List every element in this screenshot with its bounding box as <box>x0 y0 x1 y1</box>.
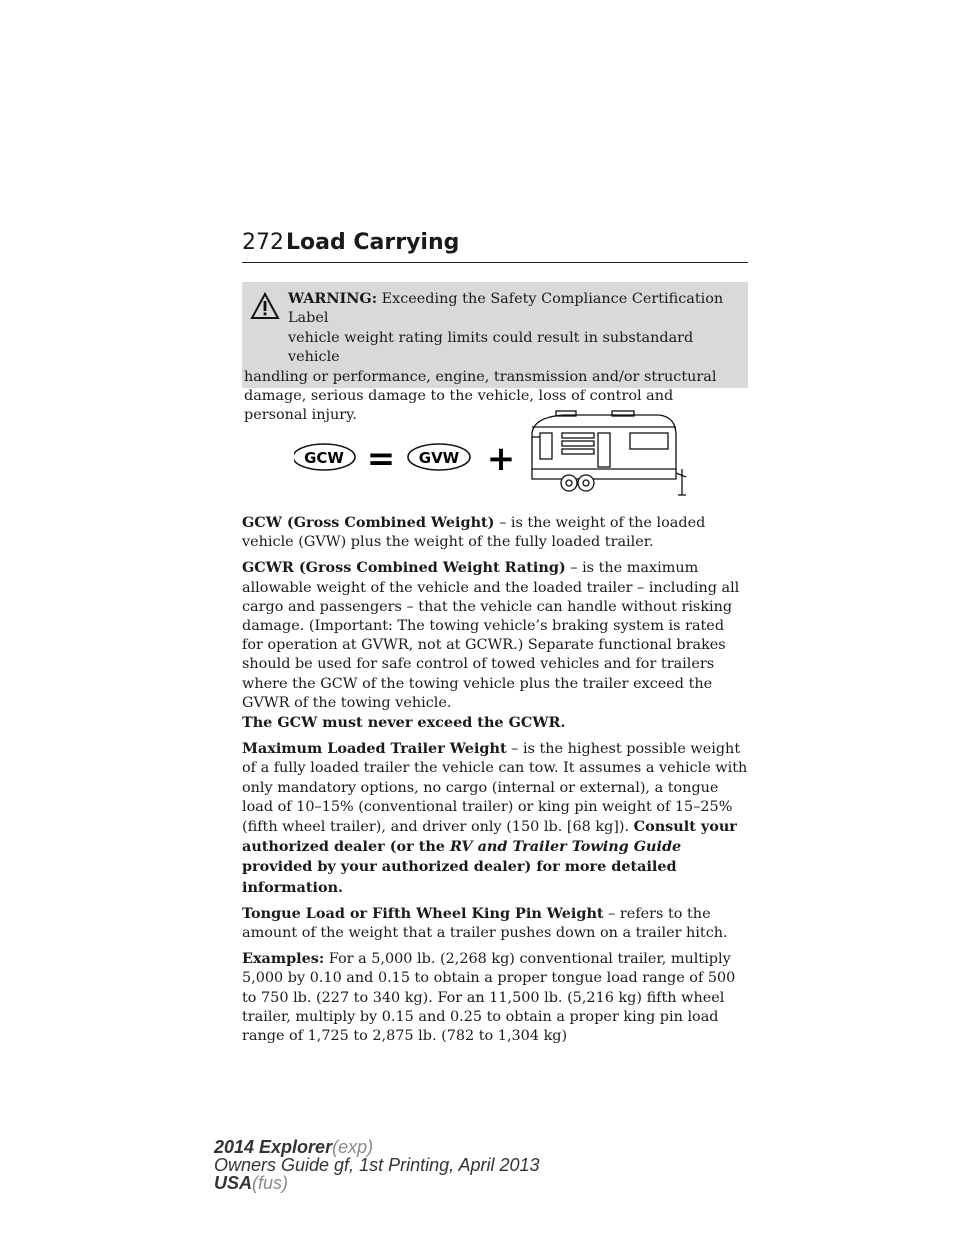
rv-trailer-guide-title: RV and Trailer Towing Guide <box>449 838 682 856</box>
body-text <box>242 513 748 1052</box>
gcwr-definition: – is the maximum allowable weight of the vehicle and the loaded trailer – including all cargo and passengers – that the vehicle can handle without risking damage. (Important: The towing vehicle’s braking system is rated for operation at GVWR, not at GCWR.) Separate functional brakes should be used for safe control of towed vehicles and for trailers where the GCW of the towing vehicle plus the trailer exceed the GVWR of the towing vehicle. <box>242 560 740 711</box>
page-footer <box>214 1138 540 1192</box>
gvw-label: GVW <box>418 449 460 467</box>
page-number: 272 <box>242 230 284 255</box>
examples-text: For a 5,000 lb. (2,268 kg) conventional trailer, multiply 5,000 by 0.10 and 0.15 to obtain a proper tongue load range of 500 to 750 lb. (227 to 340 kg). For an 11,500 lb. (5,216 kg) fifth wheel trailer, multiply by 0.15 and 0.25 to obtain a proper king pin load range of 1,725 to 2,875 lb. (782 to 1,304 kg) <box>242 951 736 1045</box>
mltw-consult-2: provided by your authorized dealer) for more detailed information. <box>242 858 677 896</box>
warning-label: WARNING: <box>288 290 378 307</box>
gcw-definition: – is the weight of the loaded vehicle (GVW) plus the weight of the fully loaded trailer. <box>242 515 706 551</box>
examples-paragraph <box>242 949 748 1046</box>
gcw-term: GCW (Gross Combined Weight) <box>242 514 495 531</box>
gcw-label: GCW <box>304 449 344 467</box>
tongue-load-term: Tongue Load or Fifth Wheel King Pin Weight <box>242 904 604 922</box>
mltw-definition: – is the highest possible weight of a fully loaded trailer the vehicle can tow. It assumes a vehicle with only mandatory options, no cargo (internal or external), a tongue load of 10–15% (conventional trailer) or king pin weight of 15–25% (fifth wheel trailer), and driver only (150 lb. [68 kg]). <box>242 741 748 836</box>
plus-sign: + <box>486 439 516 479</box>
gcwr-bold-note: The GCW must never exceed the GCWR. <box>242 714 566 732</box>
mltw-paragraph <box>242 739 748 898</box>
warning-text <box>242 289 740 426</box>
footer-market-code: (fus) <box>252 1173 289 1193</box>
footer-model: 2014 Explorer <box>214 1137 333 1157</box>
footer-model-code: (exp) <box>332 1137 374 1157</box>
warning-box <box>242 282 748 424</box>
warning-line-2: vehicle weight rating limits could result in substandard vehicle <box>288 329 694 366</box>
section-title: Load Carrying <box>286 230 460 255</box>
gcwr-term: GCWR (Gross Combined Weight Rating) <box>242 559 566 577</box>
page-header <box>242 230 748 263</box>
footer-market: USA <box>214 1173 253 1193</box>
tongue-load-definition: – refers to the amount of the weight that a trailer pushes down on a trailer hitch. <box>242 905 728 942</box>
mltw-term: Maximum Loaded Trailer Weight <box>242 740 507 758</box>
examples-term: Examples: <box>242 950 325 968</box>
equals-sign: = <box>366 439 396 479</box>
gcwr-paragraph <box>242 558 748 733</box>
footer-edition: Owners Guide gf, 1st Printing, April 2013 <box>214 1155 540 1175</box>
gcw-paragraph <box>242 513 748 552</box>
gcw-equation-diagram <box>294 407 694 507</box>
warning-rest: handling or performance, engine, transmission and/or structural damage, serious damage to the vehicle, loss of control and personal injury. <box>244 368 717 424</box>
mltw-consult-1: Consult your authorized dealer (or the <box>242 818 737 856</box>
tongue-load-paragraph <box>242 904 748 943</box>
warning-line-1: Exceeding the Safety Compliance Certification Label <box>288 291 724 327</box>
travel-trailer-icon <box>532 411 686 495</box>
